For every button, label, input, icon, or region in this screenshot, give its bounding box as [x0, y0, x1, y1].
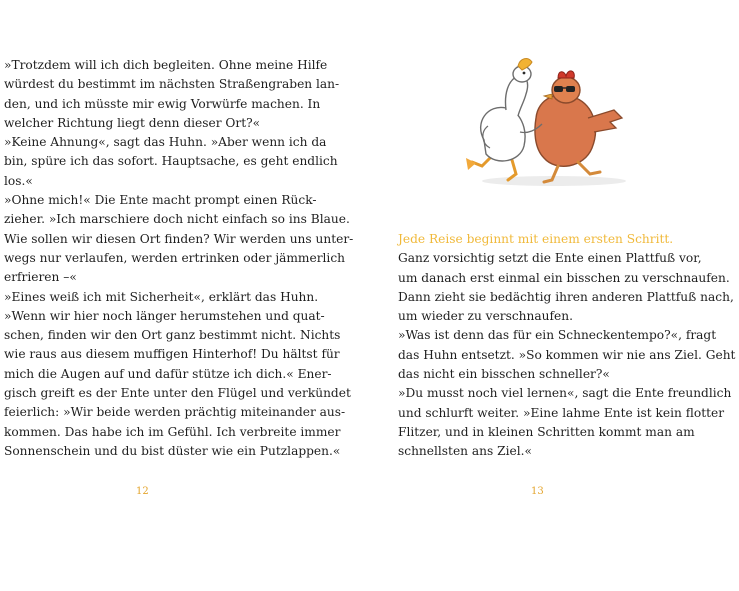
page-number-left: 12 — [136, 486, 149, 497]
text-line: das nicht ein bisschen schneller?« — [398, 367, 610, 382]
text-line: »Keine Ahnung«, sagt das Huhn. »Aber wenn ich da — [4, 135, 327, 150]
text-line: »Wenn wir hier noch länger herumstehen und quat- — [4, 308, 325, 323]
text-line: wegs nur verlaufen, werden ertrinken oder jämmerlich — [4, 250, 345, 265]
page-number-right: 13 — [531, 486, 544, 497]
chapter-lead-line: Jede Reise beginnt mit einem ersten Schritt. — [398, 232, 674, 246]
right-page — [370, 0, 739, 591]
text-line: zieher. »Ich marschiere doch nicht einfach so ins Blaue. — [4, 212, 350, 227]
text-line: welcher Richtung liegt denn dieser Ort?« — [4, 115, 261, 130]
text-line: wie raus aus diesem muffigen Hinterhof! Du hältst für — [4, 347, 340, 362]
text-line: Flitzer, und in kleinen Schritten kommt man am — [398, 424, 695, 439]
text-line: den, und ich müsste mir ewig Vorwürfe machen. In — [4, 96, 321, 111]
text-line: feierlich: »Wir beide werden prächtig miteinander aus- — [4, 405, 346, 420]
text-line: mich die Augen auf und dafür stütze ich dich.« Ener- — [4, 366, 332, 381]
text-line: Wie sollen wir diesen Ort finden? Wir werden uns unter- — [4, 231, 354, 246]
text-line: um danach erst einmal ein bisschen zu verschnaufen. — [398, 270, 730, 285]
text-line: schen, finden wir den Ort ganz bestimmt nicht. Nichts — [4, 328, 341, 343]
text-line: kommen. Das habe ich im Gefühl. Ich verbreite immer — [4, 424, 341, 439]
text-line: würdest du bestimmt im nächsten Straßengraben lan- — [4, 77, 340, 92]
text-line: »Ohne mich!« Die Ente macht prompt einen Rück- — [4, 193, 317, 208]
right-page-text — [398, 230, 735, 462]
text-line: das Huhn entsetzt. »So kommen wir nie ans Ziel. Geht — [398, 347, 736, 362]
text-line: »Eines weiß ich mit Sicherheit«, erklärt das Huhn. — [4, 289, 319, 304]
left-page-text — [4, 56, 353, 461]
text-line: Ganz vorsichtig setzt die Ente einen Plattfuß vor, — [398, 251, 702, 266]
duck-and-hen-illustration — [454, 48, 654, 198]
text-line: los.« — [4, 173, 33, 188]
text-line: Sonnenschein und du bist düster wie ein Putzlappen.« — [4, 443, 341, 458]
text-line: »Was ist denn das für ein Schneckentempo?«, fragt — [398, 328, 717, 343]
text-line: schnellsten ans Ziel.« — [398, 444, 532, 459]
text-line: und schlurft weiter. »Eine lahme Ente ist kein flotter — [398, 405, 725, 420]
text-line: erfrieren –« — [4, 270, 77, 285]
text-line: »Trotzdem will ich dich begleiten. Ohne meine Hilfe — [4, 58, 328, 72]
text-line: Dann zieht sie bedächtig ihren anderen Plattfuß nach, — [398, 289, 734, 304]
text-line: »Du musst noch viel lernen«, sagt die Ente freundlich — [398, 386, 732, 401]
text-line: gisch greift es der Ente unter den Flügel und verkündet — [4, 386, 351, 401]
left-page — [0, 0, 369, 591]
text-line: um wieder zu verschnaufen. — [398, 309, 573, 324]
text-line: bin, spüre ich das sofort. Hauptsache, es geht endlich — [4, 154, 338, 169]
